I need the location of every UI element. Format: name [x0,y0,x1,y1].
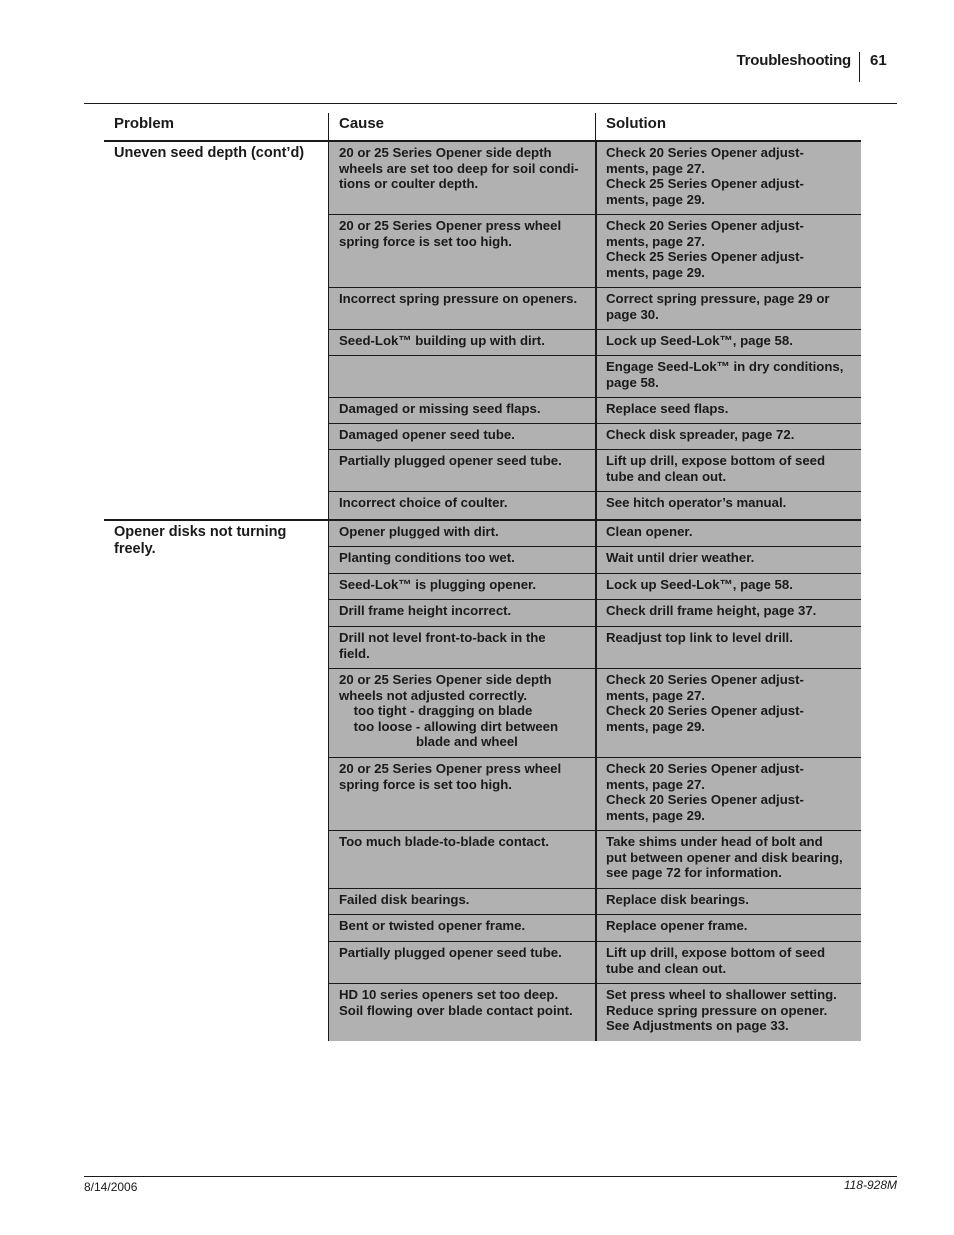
cause-cell: 20 or 25 Series Opener side depth wheels not adjusted correctly. too tight - dragging on blade too loose - allowing dirt between blade and wheel [328,669,595,757]
solution-cell: Correct spring pressure, page 29 or page 30. [595,288,861,329]
cause-cell: Damaged opener seed tube. [328,424,595,449]
footer-doc-number: 118-928M [843,1178,897,1192]
solution-cell: Check 20 Series Opener adjust- ments, page 27. Check 20 Series Opener adjust- ments, page 29. [595,758,861,830]
table-row [328,942,861,984]
cause-cell: Partially plugged opener seed tube. [328,942,595,983]
solution-cell: Replace disk bearings. [595,889,861,914]
cause-cell: Seed-Lok™ building up with dirt. [328,330,595,355]
table-row [328,330,861,356]
table-row [328,356,861,398]
problem-group [104,521,861,1041]
table-row [328,142,861,215]
table-row [328,574,861,600]
problem-cell: Uneven seed depth (cont’d) [114,145,305,161]
table-header [104,113,861,142]
solution-cell: See hitch operator’s manual. [595,492,861,519]
cause-cell: Failed disk bearings. [328,889,595,914]
cause-cell: Drill frame height incorrect. [328,600,595,626]
table-row [328,492,861,519]
table-row [328,215,861,288]
table-row [328,984,861,1041]
solution-cell: Check 20 Series Opener adjust- ments, page 27. Check 25 Series Opener adjust- ments, page 29. [595,142,861,214]
table-row [328,398,861,424]
solution-cell: Check 20 Series Opener adjust- ments, page 27. Check 20 Series Opener adjust- ments, page 29. [595,669,861,757]
cause-cell [328,356,595,397]
solution-cell: Lock up Seed-Lok™, page 58. [595,574,861,599]
solution-cell: Lock up Seed-Lok™, page 58. [595,330,861,355]
solution-cell: Check disk spreader, page 72. [595,424,861,449]
cause-cell: 20 or 25 Series Opener side depth wheels are set too deep for soil condi- tions or coulter depth. [328,142,595,214]
table-row [328,600,861,627]
problem-group [104,142,861,521]
cause-cell: HD 10 series openers set too deep. Soil flowing over blade contact point. [328,984,595,1041]
cause-solution-rows [328,142,861,519]
cause-cell: Bent or twisted opener frame. [328,915,595,941]
footer-date: 8/14/2006 [84,1180,138,1194]
solution-cell: Set press wheel to shallower setting. Reduce spring pressure on opener. See Adjustments on page 33. [595,984,861,1041]
table-row [328,831,861,889]
page-number: 61 [870,52,887,69]
column-header-solution: Solution [595,113,861,140]
cause-cell: Too much blade-to-blade contact. [328,831,595,888]
table-row [328,627,861,669]
cause-cell: Partially plugged opener seed tube. [328,450,595,491]
cause-cell: 20 or 25 Series Opener press wheel spring force is set too high. [328,758,595,830]
cause-cell: Incorrect choice of coulter. [328,492,595,519]
solution-cell: Replace opener frame. [595,915,861,941]
bottom-rule [84,1176,897,1177]
cause-solution-rows [328,521,861,1041]
solution-cell: Take shims under head of bolt and put between opener and disk bearing, see page 72 for information. [595,831,861,888]
header-section-title: Troubleshooting [736,52,851,69]
solution-cell: Clean opener. [595,521,861,546]
solution-cell: Wait until drier weather. [595,547,861,573]
table-row [328,288,861,330]
solution-cell: Replace seed flaps. [595,398,861,423]
table-row [328,889,861,915]
solution-cell: Engage Seed-Lok™ in dry conditions, page 58. [595,356,861,397]
table-row [328,521,861,547]
solution-cell: Lift up drill, expose bottom of seed tube and clean out. [595,450,861,491]
table-row [328,915,861,942]
header-separator [859,52,860,82]
solution-cell: Check 20 Series Opener adjust- ments, page 27. Check 25 Series Opener adjust- ments, page 29. [595,215,861,287]
top-rule [84,103,897,104]
solution-cell: Readjust top link to level drill. [595,627,861,668]
column-header-cause: Cause [328,113,595,140]
table-row [328,547,861,574]
troubleshooting-table [104,113,861,1041]
solution-cell: Lift up drill, expose bottom of seed tube and clean out. [595,942,861,983]
cause-cell: 20 or 25 Series Opener press wheel spring force is set too high. [328,215,595,287]
cause-cell: Opener plugged with dirt. [328,521,595,546]
solution-cell: Check drill frame height, page 37. [595,600,861,626]
table-row [328,424,861,450]
table-row [328,669,861,758]
cause-cell: Drill not level front-to-back in the field. [328,627,595,668]
table-row [328,758,861,831]
table-row [328,450,861,492]
cause-cell: Incorrect spring pressure on openers. [328,288,595,329]
cause-cell: Planting conditions too wet. [328,547,595,573]
problem-cell: Opener disks not turning freely. [114,524,287,557]
table-body [104,142,861,1041]
column-header-problem: Problem [114,115,175,132]
cause-cell: Damaged or missing seed flaps. [328,398,595,423]
cause-cell: Seed-Lok™ is plugging opener. [328,574,595,599]
